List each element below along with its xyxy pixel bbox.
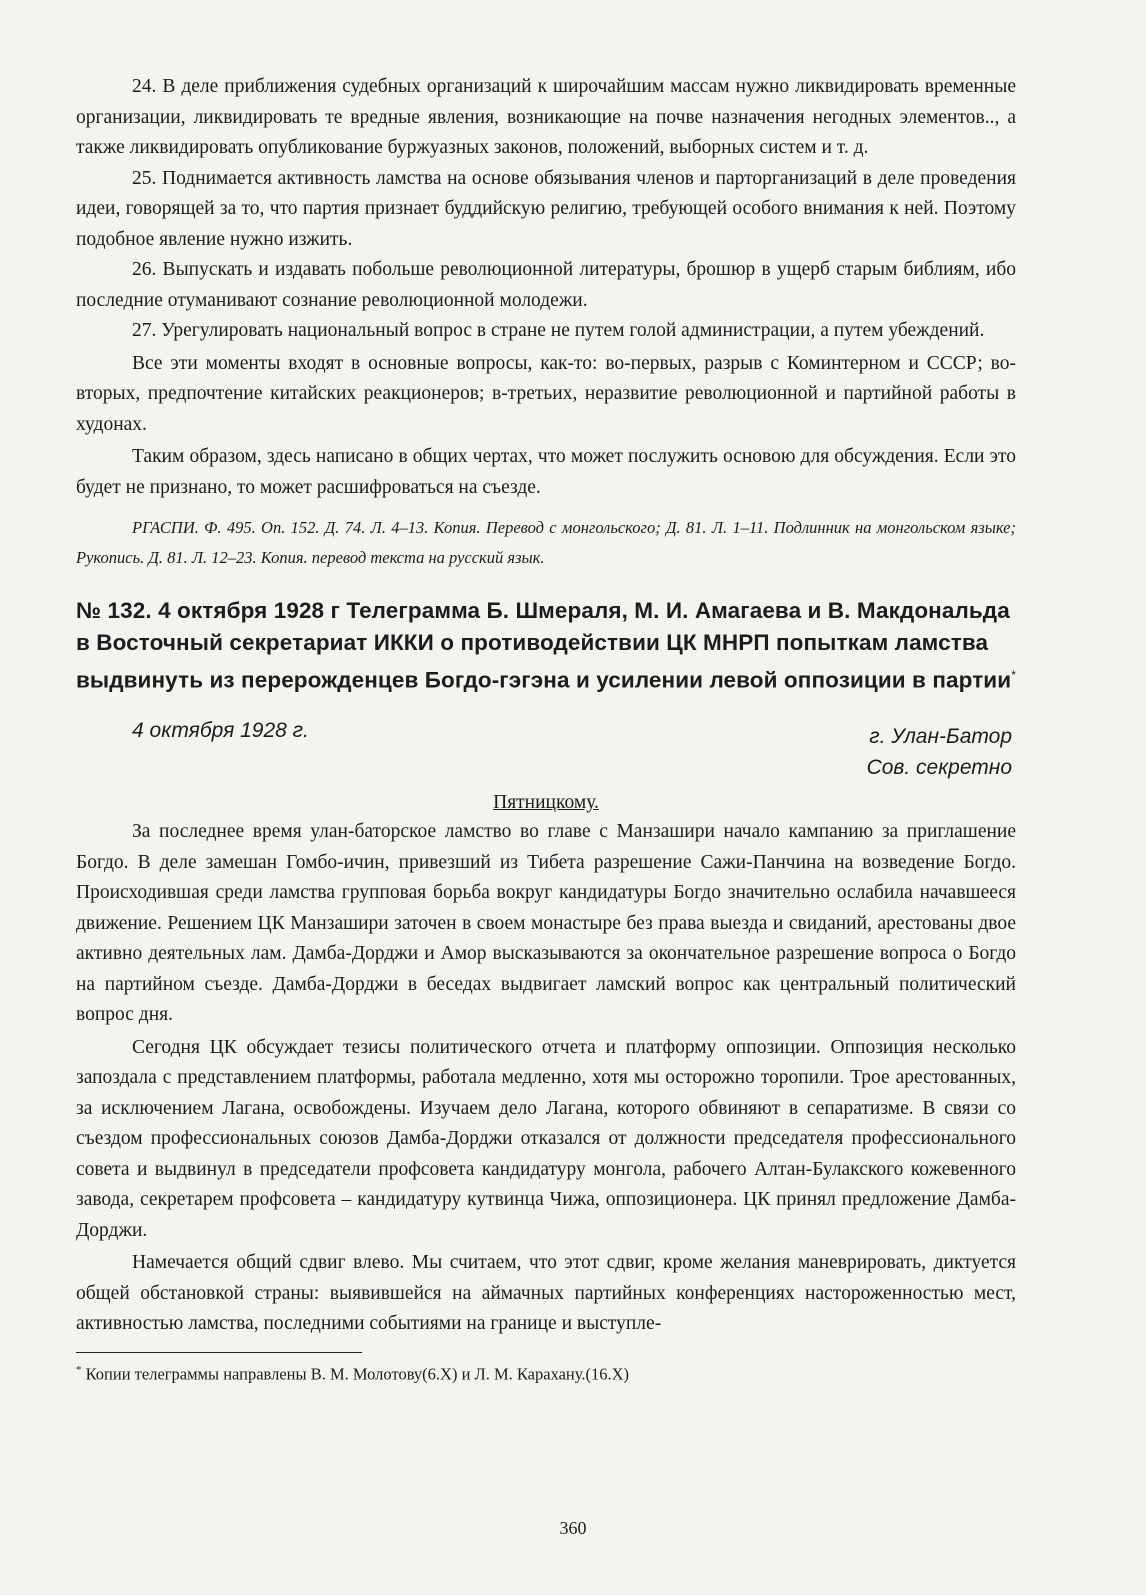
document-date: 4 октября 1928 г.: [132, 719, 309, 743]
paragraph-item-26: 26. Выпускать и издавать побольше революционной литературы, брошюр в ущерб старым библиям, ибо последние отуманивают сознание революционной молодежи.: [76, 259, 1016, 311]
paragraph-item-27: 27. Урегулировать национальный вопрос в стране не путем голой администрации, а путем убеждений.: [132, 320, 985, 341]
document-classification: Сов. секретно: [866, 756, 1012, 780]
conclusion-paragraph: Таким образом, здесь написано в общих чертах, что может послужить основою для обсуждения. Если это будет не признано, то может расшифроваться на съезде.: [76, 446, 1016, 498]
body-paragraph: За последнее время улан-баторское ламство во главе с Манзашири начало кампанию за приглашение Богдо. В деле замешан Гомбо-ичин, привезший из Тибета разрешение Сажи-Панчина на возведение Богдо. Происходившая среди ламства групповая борьба вокруг кандидатуры Богдо значительно ослабила начавшееся движение. Решением ЦК Манзашири заточен в своем монастыре без права выезда и свиданий, арестованы двое активно деятельных лам. Дамба-Дорджи и Амор высказываются за окончательное разрешение вопроса о Богдо на партийном съезде. Дамба-Дорджи в беседах выдвигает ламский вопрос как центральный политический вопрос дня.: [76, 821, 1016, 1026]
footnote-text: Копии телеграммы направлены В. М. Молотову(6.X) и Л. М. Карахану.(16.X): [85, 1364, 630, 1384]
document-heading-text: № 132. 4 октября 1928 г Телеграмма Б. Шмераля, М. И. Амагаева и В. Макдональда в Восточный секретариат ИККИ о противодействии ЦК МНРП попыткам ламства выдвинуть из перерожденцев Богдо-гэгэна и усилении левой оппозиции в партии: [76, 598, 1012, 693]
body-paragraph: Сегодня ЦК обсуждает тезисы политического отчета и платформу оппозиции. Оппозиция несколько запоздала с представлением платформы, работала медленно, хотя мы осторожно торопили. Трое арестованных, за исключением Лагана, освобождены. Изучаем дело Лагана, которого обвиняют в сепаратизме. В связи со съездом профессиональных союзов Дамба-Дорджи отказался от должности председателя профессионального совета и выдвинул в председатели профсовета кандидатуру монгола, рабочего Алтан-Булакского кожевенного завода, секретарем профсовета – кандидатуру кутвинца Чижа, оппозиционера. ЦК принял предложение Дамба-Дорджи.: [76, 1036, 1016, 1241]
document-heading: [76, 595, 1016, 697]
heading-footnote-mark: *: [1011, 668, 1016, 682]
archive-source-note: РГАСПИ. Ф. 495. Оп. 152. Д. 74. Л. 4–13. Копия. Перевод с монгольского; Д. 81. Л. 1–11. Подлинник на монгольском языке; Рукопись. Д. 81. Л. 12–23. Копия. перевод текста на русский язык.: [76, 518, 1016, 567]
page-content: [76, 72, 1016, 1387]
addressee: Пятницкому.: [493, 792, 599, 814]
summary-paragraph: Все эти моменты входят в основные вопросы, как-то: во-первых, разрыв с Коминтерном и СССР; во-вторых, предпочтение китайских реакционеров; в-третьих, неразвитие революционной и партийной работы в худонах.: [76, 352, 1016, 435]
document-place-block: [867, 721, 1012, 783]
footnote-divider: [76, 1352, 362, 1353]
document-meta: [76, 715, 1016, 779]
page-number: 360: [559, 1518, 587, 1538]
body-paragraph: Намечается общий сдвиг влево. Мы считаем, что этот сдвиг, кроме желания маневрировать, диктуется общей обстановкой страны: выявившейся на аймачных партийных конференциях настороженностью мест, активностью ламства, последними событиями на границе и выступле-: [76, 1252, 1016, 1335]
document-place: г. Улан-Батор: [869, 725, 1012, 749]
paragraph-item-25: 25. Поднимается активность ламства на основе обязывания членов и парторганизаций в деле проведения идеи, говорящей за то, что партия признает буддийскую религию, требующей особого внимания к ней. Поэтому подобное явление нужно изжить.: [76, 167, 1016, 250]
paragraph-item-24: 24. В деле приближения судебных организаций к широчайшим массам нужно ликвидировать временные организации, ликвидировать те вредные явления, возникающие на почве назначения негодных элементов.., а также ликвидировать опубликование буржуазных законов, положений, выборных систем и т. д.: [76, 76, 1016, 158]
footnote: [76, 1357, 1016, 1388]
footnote-mark: *: [76, 1363, 82, 1376]
